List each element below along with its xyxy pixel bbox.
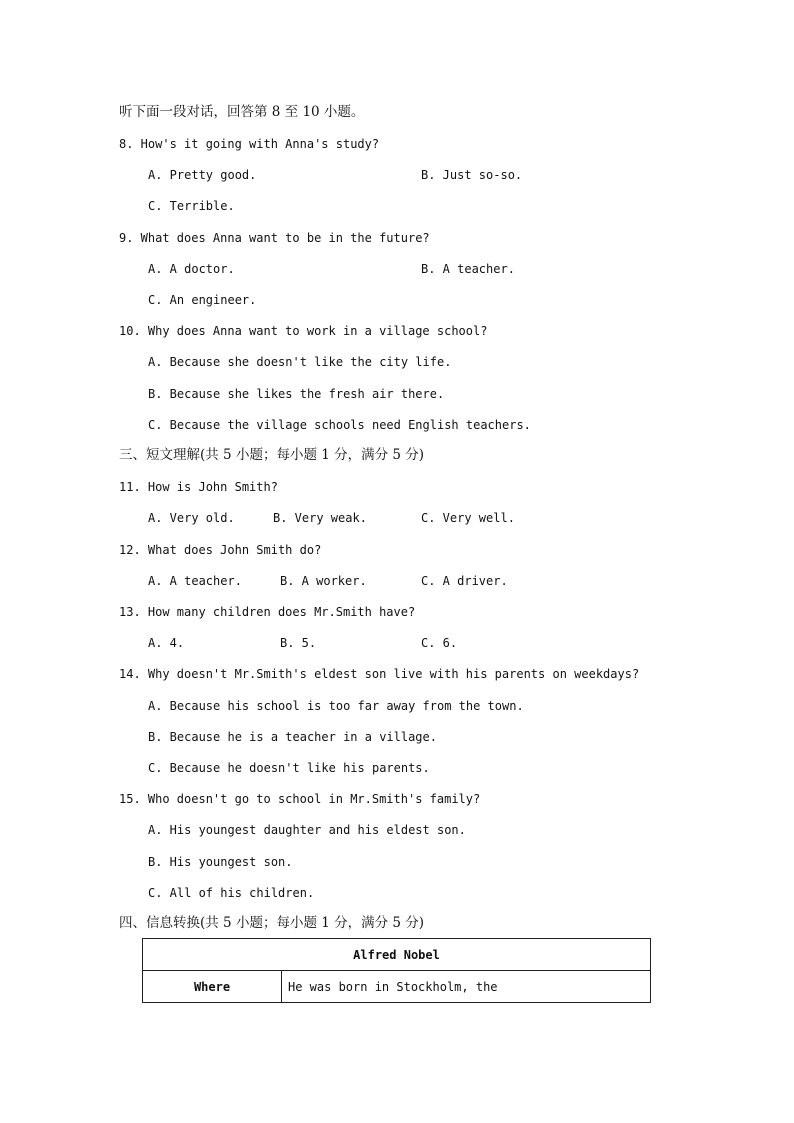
question-10-option-a: A. Because she doesn't like the city life. (148, 355, 452, 369)
table-title: Alfred Nobel (143, 939, 651, 971)
question-10-option-c: C. Because the village schools need English teachers. (148, 418, 531, 432)
question-14-option-b: B. Because he is a teacher in a village. (148, 730, 437, 744)
section-4-heading: 四、信息转换(共 5 小题；每小题 1 分，满分 5 分) (119, 915, 425, 931)
table-row-value: He was born in Stockholm, the (282, 971, 651, 1003)
question-12-option-a: A. A teacher. (148, 574, 242, 588)
question-8-option-c: C. Terrible. (148, 199, 235, 213)
question-11-stem: 11. How is John Smith? (119, 480, 278, 494)
listening-instruction: 听下面一段对话，回答第 8 至 10 小题。 (119, 104, 365, 120)
question-15-stem: 15. Who doesn't go to school in Mr.Smith's family? (119, 792, 481, 806)
question-12-option-b: B. A worker. (280, 574, 367, 588)
question-10-option-b: B. Because she likes the fresh air there. (148, 387, 445, 401)
question-14-option-a: A. Because his school is too far away from the town. (148, 699, 524, 713)
question-14-option-c: C. Because he doesn't like his parents. (148, 761, 430, 775)
question-9-stem: 9. What does Anna want to be in the future? (119, 231, 430, 245)
question-8-option-b: B. Just so-so. (421, 168, 523, 182)
question-15-option-a: A. His youngest daughter and his eldest son. (148, 823, 466, 837)
question-9-option-a: A. A doctor. (148, 262, 235, 276)
question-13-option-a: A. 4. (148, 636, 185, 650)
question-9-option-b: B. A teacher. (421, 262, 515, 276)
table-row (143, 971, 651, 1003)
question-10-stem: 10. Why does Anna want to work in a village school? (119, 324, 488, 338)
question-11-option-b: B. Very weak. (273, 511, 367, 525)
table-row-key: Where (143, 971, 282, 1003)
question-12-option-c: C. A driver. (421, 574, 508, 588)
question-13-stem: 13. How many children does Mr.Smith have? (119, 605, 416, 619)
info-table (142, 938, 651, 1003)
question-13-option-c: C. 6. (421, 636, 458, 650)
question-8-stem: 8. How's it going with Anna's study? (119, 137, 380, 151)
table-title-row (143, 939, 651, 971)
question-15-option-c: C. All of his children. (148, 886, 315, 900)
question-15-option-b: B. His youngest son. (148, 855, 293, 869)
question-11-option-c: C. Very well. (421, 511, 515, 525)
question-13-option-b: B. 5. (280, 636, 317, 650)
section-3-heading: 三、短文理解(共 5 小题；每小题 1 分，满分 5 分) (119, 447, 425, 463)
question-12-stem: 12. What does John Smith do? (119, 543, 322, 557)
question-14-stem: 14. Why doesn't Mr.Smith's eldest son live with his parents on weekdays? (119, 667, 640, 681)
question-11-option-a: A. Very old. (148, 511, 235, 525)
question-9-option-c: C. An engineer. (148, 293, 257, 307)
question-8-option-a: A. Pretty good. (148, 168, 257, 182)
